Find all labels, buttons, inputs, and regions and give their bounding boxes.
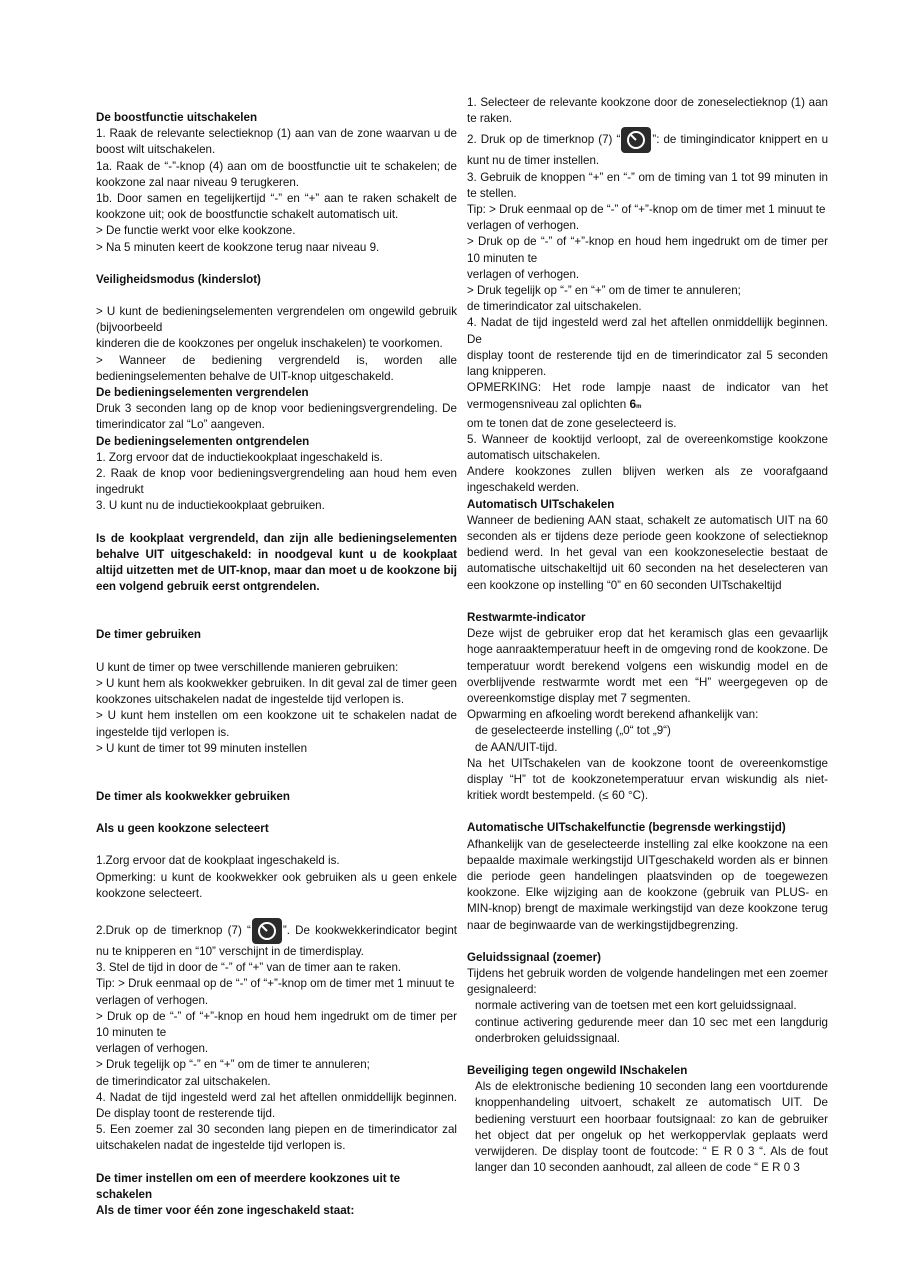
boost-step-1: 1. Raak de relevante selectieknop (1) aan van de zone waarvan u de boost wilt uitschakelen.	[96, 127, 457, 157]
nozone-step-2-a: 2.Druk op de timerknop (7) “	[96, 923, 251, 937]
sound-title: Geluidssignaal (zoemer)	[467, 950, 602, 964]
residual-heat-title: Restwarmte-indicator	[467, 610, 586, 624]
onezone-display: display toont de resterende tijd en de timerindicator zal 5 seconden lang knipperen.	[467, 348, 828, 379]
safety-text-2: kinderen die de kookzones per ongeluk inschakelen) te voorkomen.	[96, 337, 443, 351]
onezone-tip-5: > Druk tegelijk op “-” en “+” om de timer te annuleren;	[467, 284, 741, 298]
residual-heat-item-1: de geselecteerde instelling („0“ tot „9“)	[475, 724, 671, 738]
alarm-title: De timer als kookwekker gebruiken	[96, 789, 290, 803]
power-level-symbol: 6	[629, 397, 637, 412]
power-level-icon	[629, 396, 641, 415]
timer-icon	[252, 918, 282, 944]
timer-text-1: U kunt de timer op twee verschillende manieren gebruiken:	[96, 660, 399, 674]
left-column	[96, 110, 457, 1219]
onezone-title: Als de timer voor één zone ingeschakeld staat:	[96, 1203, 355, 1217]
auto-off-title: Automatisch UITschakelen	[467, 497, 615, 511]
nozone-step-1: 1.Zorg ervoor dat de kookplaat ingeschakeld is.	[96, 854, 340, 868]
lock-text: Druk 3 seconden lang op de knop voor bedieningsvergrendeling. De timerindicator zal “Lo” aangeven.	[96, 402, 457, 432]
residual-heat-after: Na het UITschakelen van de kookzone toont de overeenkomstige display “H” tot de kookzonetemperatuur ervan wiskundig als niet-kritiek wordt bestempeld. (≤ 60 °C).	[467, 756, 828, 803]
onezone-step-4: 4. Nadat de tijd ingesteld werd zal het aftellen onmiddellijk beginnen. De	[467, 316, 828, 346]
nozone-tip-3: > Druk op de “-” of “+”-knop en houd hem ingedrukt om de timer per 10 minuten te	[96, 1009, 457, 1039]
timer-title: De timer gebruiken	[96, 628, 202, 642]
nozone-title: Als u geen kookzone selecteert	[96, 822, 269, 836]
timer-text-4: > U kunt de timer tot 99 minuten instellen	[96, 741, 308, 755]
onezone-other: Andere kookzones zullen blijven werken als ze voorafgaand ingeschakeld werden.	[467, 465, 828, 495]
lock-title: De bedieningselementen vergrendelen	[96, 386, 309, 400]
boost-step-1a: 1a. Raak de “-”-knop (4) aan om de boostfunctie uit te schakelen; de kookzone zal naar niveau 9 terugkeren.	[96, 159, 457, 189]
auto-off-function-title: Automatische UITschakelfunctie (begrensde werkingstijd)	[467, 821, 786, 835]
safety-text-1: > U kunt de bedieningselementen vergrendelen om ongewild gebruik (bijvoorbeeld	[96, 305, 457, 335]
nozone-step-5: 5. Een zoemer zal 30 seconden lang piepen en de timerindicator zal uitschakelen nadat de ingestelde tijd verlopen is.	[96, 1123, 457, 1153]
nozone-step-2-b: ”. De kookwekkerindicator begint nu te knipperen en “10” verschijnt in de timerdisplay.	[96, 923, 457, 958]
right-column	[467, 95, 828, 1176]
nozone-step-2	[96, 918, 457, 960]
onezone-step-3: 3. Gebruik de knoppen “+” en “-” om de timing van 1 tot 99 minuten in te stellen.	[467, 170, 828, 200]
onezone-step-5: 5. Wanneer de kooktijd verloopt, zal de overeenkomstige kookzone automatisch uitschakelen.	[467, 432, 828, 463]
nozone-step-4: 4. Nadat de tijd ingesteld werd zal het aftellen onmiddellijk beginnen. De display toont de resterende tijd.	[96, 1090, 457, 1120]
power-level-sub: m	[636, 404, 642, 411]
onezone-remark-text: OPMERKING: Het rode lampje naast de indicator van het vermogensniveau zal oplichten	[467, 381, 828, 412]
unlock-step-3: 3. U kunt nu de inductiekookplaat gebruiken.	[96, 499, 325, 513]
onezone-tip-4: verlagen of verhogen.	[467, 267, 580, 281]
timer-icon	[621, 127, 651, 153]
safety-title: Veiligheidsmodus (kinderslot)	[96, 272, 261, 286]
unlock-step-1: 1. Zorg ervoor dat de inductiekookplaat ingeschakeld is.	[96, 450, 383, 464]
residual-heat-text: Deze wijst de gebruiker erop dat het keramisch glas een gevaarlijk hoge aanraaktemperatuur heeft in de omgeving rond de kookzone. De temperatuur wordt berekend volgens een wiskundig model en de overblijvende restwarmte wordt met een “H” weergegeven op de overeenkomstige display met 7 segmenten.	[467, 627, 828, 705]
timer-text-3: > U kunt hem instellen om een kookzone uit te schakelen nadat de ingestelde tijd verlopen is.	[96, 709, 457, 739]
sound-text: Tijdens het gebruik worden de volgende handelingen met een zoemer gesignaleerd:	[467, 966, 828, 997]
onezone-step-2-b: ”: de timingindicator knippert en u kunt nu de timer instellen.	[467, 133, 829, 168]
sound-item-2: continue activering gedurende meer dan 10 sec met een langdurig onderbroken geluidssignaal.	[475, 1015, 828, 1045]
onezone-step-2-a: 2. Druk op de timerknop (7) “	[467, 133, 621, 147]
protection-text: Als de elektronische bediening 10 seconden lang een voortdurende knoppenhandeling uitvoert, schakelt ze automatisch UIT. De bediening verstuurt een hoorbaar foutsignaal: zo kan de gebruiker het object dat per ongeluk op het werkoppervlak geplaats werd verwijderen. De display toont de foutcode: “ E R 0 3 “. Als de fout langer dan 10 seconden aanhoudt, zal alleen de code “ E R 0 3	[475, 1080, 828, 1175]
nozone-step-3: 3. Stel de tijd in door de “-” of “+” van de timer aan te raken.	[96, 961, 402, 975]
unlock-title: De bedieningselementen ontgrendelen	[96, 434, 310, 448]
zones-title: De timer instellen om een of meerdere kookzones uit te schakelen	[96, 1171, 401, 1201]
auto-off-text: Wanneer de bediening AAN staat, schakelt ze automatisch UIT na 60 seconden als er tijdens deze periode geen kookzone of selectieknop bediend werd. In het geval van een kookzoneselectie bestaat de automatische uitschakeltijd uit 60 seconden na het deselecteren van een kookzone op instelling “0” en 60 seconden UITschakeltijd	[467, 513, 828, 592]
timer-text-2: > U kunt hem als kookwekker gebruiken. In dit geval zal de timer geen kookzones uitschakelen nadat de ingestelde tijd verlopen is.	[96, 676, 457, 707]
boost-step-1b: 1b. Door samen en tegelijkertijd “-” en “+” aan te raken schakelt de kookzone uit; ook de boostfunctie schakelt automatisch uit.	[96, 192, 457, 222]
onezone-tip-3: > Druk op de “-” of “+”-knop en houd hem ingedrukt om de timer per 10 minuten te	[467, 235, 828, 265]
onezone-step-1: 1. Selecteer de relevante kookzone door de zoneselectieknop (1) aan te raken.	[467, 96, 828, 126]
nozone-tip-4: verlagen of verhogen.	[96, 1042, 209, 1056]
boost-note-1: > De functie werkt voor elke kookzone.	[96, 224, 296, 238]
nozone-tip-6: de timerindicator zal uitschakelen.	[96, 1074, 271, 1088]
unlock-step-2: 2. Raak de knop voor bedieningsvergrendeling aan houd hem even ingedrukt	[96, 467, 457, 497]
nozone-tip-2: verlagen of verhogen.	[96, 993, 209, 1007]
nozone-tip-5: > Druk tegelijk op “-” en “+” om de timer te annuleren;	[96, 1058, 370, 1072]
protection-title: Beveiliging tegen ongewild INschakelen	[467, 1063, 688, 1077]
residual-heat-calc: Opwarming en afkoeling wordt berekend afhankelijk van:	[467, 708, 759, 722]
locked-note: Is de kookplaat vergrendeld, dan zijn alle bedieningselementen behalve UIT uitgeschakeld: in noodgeval kunt u de kookplaat altijd uitzetten met de UIT-knop, maar dan moet u de kookzone bij een volgend gebruik eerst ontgrendelen.	[96, 531, 457, 594]
onezone-tip-2: verlagen of verhogen.	[467, 219, 580, 233]
onezone-tip-6: de timerindicator zal uitschakelen.	[467, 300, 642, 314]
sound-item-1: normale activering van de toetsen met een kort geluidssignaal.	[475, 999, 797, 1013]
nozone-tip-1: Tip: > Druk eenmaal op de “-” of “+”-knop om de timer met 1 minuut te	[96, 977, 455, 991]
auto-off-function-text: Afhankelijk van de geselecteerde instelling zal elke kookzone na een bepaalde maximale werkingstijd UITgeschakeld worden als er binnen die periode geen handelingen plaatsvinden op de toegewezen kookzone. Elke wijziging aan de kookzone (gebruik van PLUS- en MIN-knop) brengt de maximale werkingstijd van deze kookzone terug naar de beginwaarde van de werkingstijdbegrenzing.	[467, 837, 828, 932]
onezone-remark-2: om te tonen dat de zone geselecteerd is.	[467, 416, 677, 430]
onezone-tip-1: Tip: > Druk eenmaal op de “-” of “+”-knop om de timer met 1 minuut te	[467, 203, 826, 217]
safety-text-3: > Wanneer de bediening vergrendeld is, worden alle bedieningselementen behalve de UIT-knop uitgeschakeld.	[96, 353, 457, 383]
onezone-step-2	[467, 127, 828, 169]
nozone-remark: Opmerking: u kunt de kookwekker ook gebruiken als u geen enkele kookzone selecteert.	[96, 870, 457, 900]
boost-title: De boostfunctie uitschakelen	[96, 111, 258, 124]
onezone-remark	[467, 380, 828, 415]
residual-heat-item-2: de AAN/UIT-tijd.	[475, 740, 558, 754]
boost-note-2: > Na 5 minuten keert de kookzone terug naar niveau 9.	[96, 240, 380, 254]
